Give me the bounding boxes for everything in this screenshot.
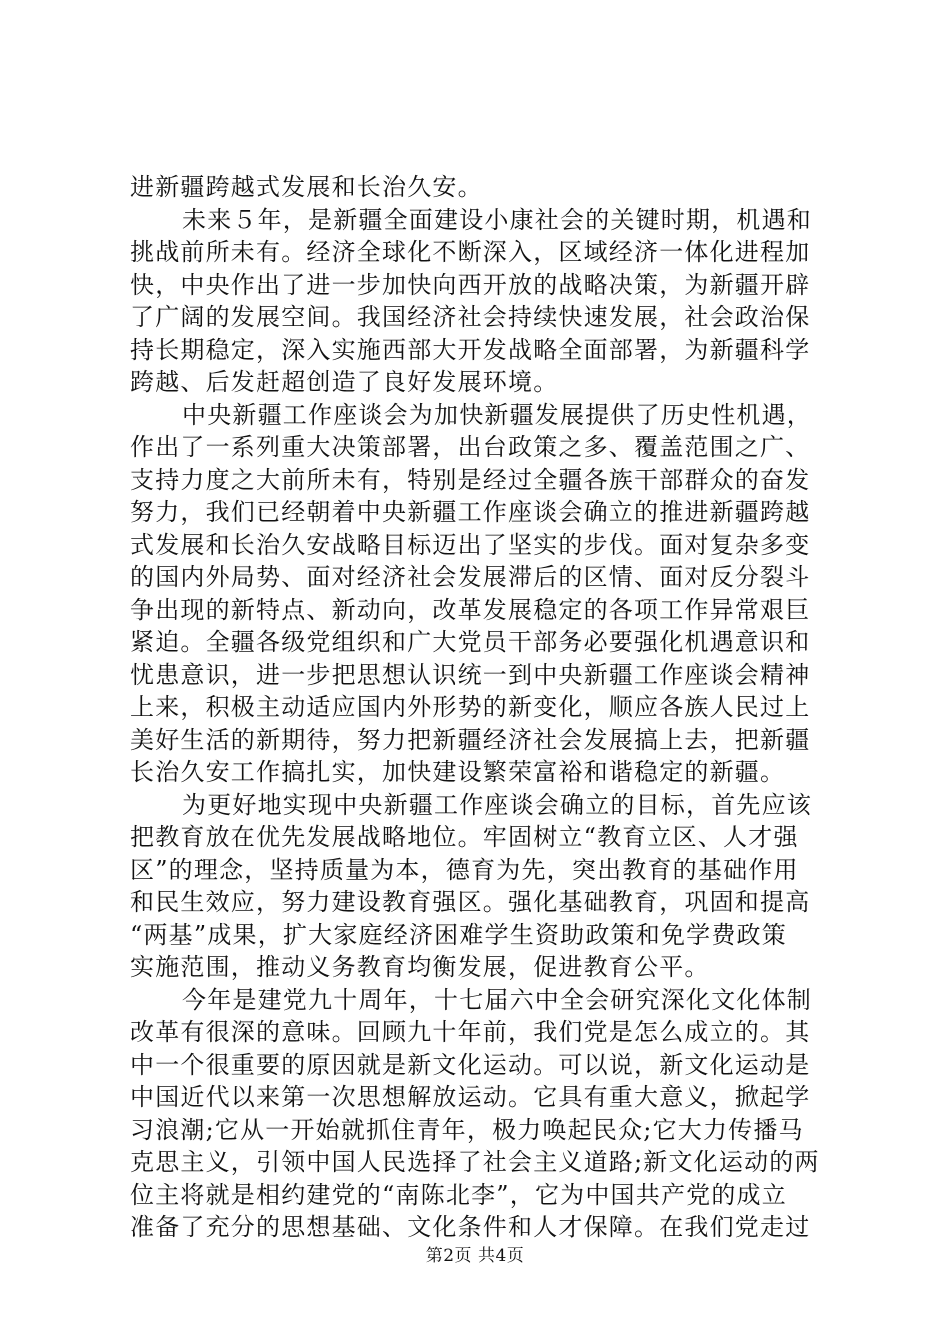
- text-line: “两基”成果，扩大家庭经济困难学生资助政策和免学费政策: [130, 920, 787, 949]
- text-line: 准备了充分的思想基础、文化条件和人才保障。在我们党走过: [130, 1213, 811, 1241]
- text-line: 未来５年，是新疆全面建设小康社会的关键时期，机遇和: [182, 205, 812, 234]
- text-line: 美好生活的新期待，努力把新疆经济社会发展搞上去，把新疆: [130, 725, 811, 754]
- text-line: 进新疆跨越式发展和长治久安。: [130, 173, 483, 201]
- text-line: 跨越、后发赶超创造了良好发展环境。: [130, 368, 559, 396]
- text-line: 中国近代以来第一次思想解放运动。它具有重大意义，掀起学: [130, 1083, 811, 1111]
- text-line: 习浪潮;它从一开始就抓住青年，极力唤起民众;它大力传播马: [130, 1115, 804, 1144]
- text-line: 争出现的新特点、新动向，改革发展稳定的各项工作异常艰巨: [130, 595, 811, 624]
- text-line: 上来，积极主动适应国内外形势的新变化，顺应各族人民过上: [130, 693, 811, 721]
- text-line: 改革有很深的意味。回顾九十年前，我们党是怎么成立的。其: [130, 1018, 811, 1046]
- text-line: 克思主义，引领中国人民选择了社会主义道路;新文化运动的两: [130, 1148, 820, 1176]
- text-line: 长治久安工作搞扎实，加快建设繁荣富裕和谐稳定的新疆。: [130, 758, 786, 786]
- body-text: [130, 171, 832, 1244]
- text-line: 为更好地实现中央新疆工作座谈会确立的目标，首先应该: [182, 790, 812, 819]
- text-line: 中一个很重要的原因就是新文化运动。可以说，新文化运动是: [130, 1050, 811, 1079]
- text-line: 作出了一系列重大决策部署，出台政策之多、覆盖范围之广、: [130, 433, 811, 461]
- text-line: 位主将就是相约建党的“南陈北李”，它为中国共产党的成立: [130, 1180, 787, 1209]
- text-line: 努力，我们已经朝着中央新疆工作座谈会确立的推进新疆跨越: [130, 498, 811, 526]
- text-line: 持长期稳定，深入实施西部大开发战略全面部署，为新疆科学: [130, 335, 811, 364]
- text-line: 挑战前所未有。经济全球化不断深入，区域经济一体化进程加: [130, 238, 811, 266]
- text-line: 区”的理念，坚持质量为本，德育为先，突出教育的基础作用: [130, 855, 799, 884]
- text-line: 式发展和长治久安战略目标迈出了坚实的步伐。面对复杂多变: [130, 530, 811, 559]
- text-line: 紧迫。全疆各级党组织和广大党员干部务必要强化机遇意识和: [130, 628, 811, 656]
- text-line: 快，中央作出了进一步加快向西开放的战略决策，为新疆开辟: [130, 270, 811, 299]
- text-line: 支持力度之大前所未有，特别是经过全疆各族干部群众的奋发: [130, 465, 811, 494]
- text-line: 今年是建党九十周年，十七届六中全会研究深化文化体制: [182, 985, 812, 1014]
- text-line: 和民生效应，努力建设教育强区。强化基础教育，巩固和提高: [130, 888, 811, 916]
- page-footer: 第2页 共4页: [425, 1246, 525, 1266]
- text-line: 实施范围，推动义务教育均衡发展，促进教育公平。: [130, 953, 710, 981]
- text-line: 的国内外局势、面对经济社会发展滞后的区情、面对反分裂斗: [130, 563, 811, 591]
- text-line: 中央新疆工作座谈会为加快新疆发展提供了历史性机遇，: [182, 400, 812, 429]
- text-line: 忧患意识，进一步把思想认识统一到中央新疆工作座谈会精神: [130, 660, 811, 689]
- text-line: 把教育放在优先发展战略地位。牢固树立“教育立区、人才强: [130, 823, 799, 851]
- text-line: 了广阔的发展空间。我国经济社会持续快速发展，社会政治保: [130, 303, 811, 331]
